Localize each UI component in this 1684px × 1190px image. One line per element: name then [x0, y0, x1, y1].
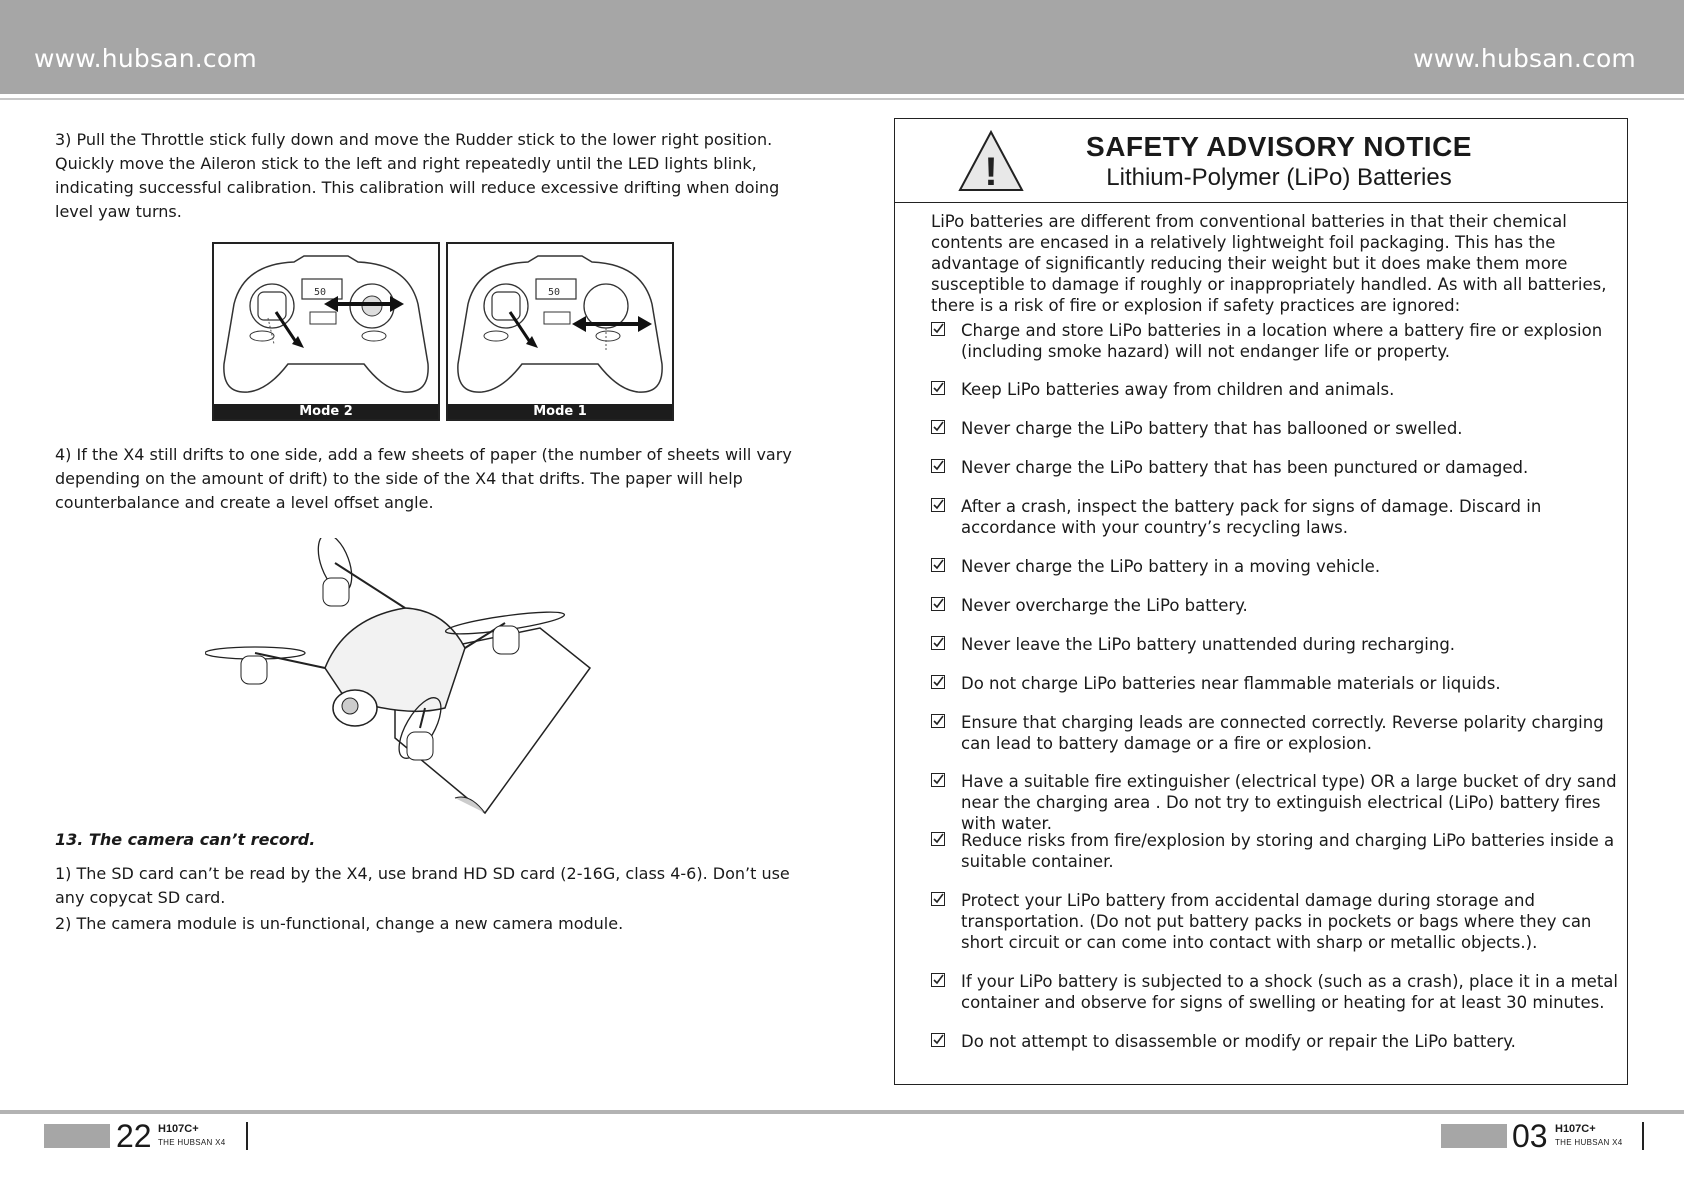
drone-on-paper-illustration: [205, 538, 605, 818]
page-number-block-left: [44, 1124, 110, 1148]
list-item-text: After a crash, inspect the battery pack for signs of damage. Discard in accordance with your country’s recycling laws.: [961, 497, 1542, 537]
checkbox-icon: [931, 322, 945, 336]
page-number-right: 03: [1512, 1118, 1548, 1154]
list-item-text: If your LiPo battery is subjected to a shock (such as a crash), place it in a metal container and observe for signs of swelling or heating for at least 30 minutes.: [961, 972, 1618, 1012]
notice-intro: LiPo batteries are different from conventional batteries in that their chemical contents are encased in a relatively lightweight foil packaging. This has the advantage of significantly reducing their weight but it does make them more susceptible to damage if roughly or inappropriately handled. As with all batteries, there is a risk of fire or explosion if safety practices are ignored:: [931, 212, 1607, 315]
list-item-text: Never charge the LiPo battery in a moving vehicle.: [961, 557, 1381, 576]
step-4-text: 4) If the X4 still drifts to one side, add a few sheets of paper (the number of sheets will vary depending on the amount of drift) to the side of the X4 that drifts. The paper will help counterbalance and create a level offset angle.: [55, 445, 792, 512]
list-item-text: Do not charge LiPo batteries near flammable materials or liquids.: [961, 674, 1501, 693]
page-number-left: 22: [116, 1118, 152, 1154]
footer-divider: [0, 1110, 1684, 1114]
list-item-text: Protect your LiPo battery from accidental damage during storage and transportation. (Do not put battery packs in pockets or bags where they can short circuit or can come into contact with sharp or metallic objects.).: [961, 891, 1592, 952]
section-13-item-1: 1) The SD card can’t be read by the X4, use brand HD SD card (2-16G, class 4-6). Don’t use any copycat SD card.: [55, 864, 790, 907]
checkbox-icon: [931, 832, 945, 846]
site-url-left[interactable]: www.hubsan.com: [34, 44, 257, 73]
list-item-text: Keep LiPo batteries away from children and animals.: [961, 380, 1395, 399]
notice-title: SAFETY ADVISORY NOTICE: [1086, 131, 1472, 162]
site-url-right[interactable]: www.hubsan.com: [1413, 44, 1636, 73]
page-number-block-right: [1441, 1124, 1507, 1148]
mode-1-label: Mode 1: [448, 404, 672, 419]
checkbox-icon: [931, 714, 945, 728]
screen-value: 50: [548, 287, 561, 298]
controller-illustration-mode1: [448, 244, 672, 404]
model-subtitle-left: THE HUBSAN X4: [158, 1138, 226, 1147]
model-name-left: H107C+: [158, 1123, 199, 1135]
list-item-text: Never overcharge the LiPo battery.: [961, 596, 1248, 615]
list-item-text: Never leave the LiPo battery unattended during recharging.: [961, 635, 1456, 654]
checkbox-icon: [931, 1033, 945, 1047]
list-item-text: Reduce risks from fire/explosion by storing and charging LiPo batteries inside a suitable container.: [961, 831, 1615, 871]
safety-notice-box: [894, 118, 1628, 1085]
controller-illustration-mode2: [214, 244, 438, 404]
list-item-text: Ensure that charging leads are connected correctly. Reverse polarity charging can lead to battery damage or a fire or explosion.: [961, 713, 1604, 753]
checkbox-icon: [931, 773, 945, 787]
checkbox-icon: [931, 558, 945, 572]
controller-figure-mode1: [446, 242, 674, 421]
section-13-title: 13. The camera can’t record.: [55, 830, 316, 849]
controller-figure-mode2: [212, 242, 440, 421]
footer-bar-right: [1642, 1122, 1644, 1150]
list-item-text: Never charge the LiPo battery that has been punctured or damaged.: [961, 458, 1529, 477]
footer-bar-left: [246, 1122, 248, 1150]
checkbox-icon: [931, 381, 945, 395]
warning-symbol: !: [984, 150, 998, 193]
checkbox-icon: [931, 420, 945, 434]
header-bar: [0, 0, 1684, 94]
list-item-text: Never charge the LiPo battery that has ballooned or swelled.: [961, 419, 1463, 438]
list-item-text: Have a suitable fire extinguisher (electrical type) OR a large bucket of dry sand near the charging area . Do not try to extinguish electrical (LiPo) battery fires with water.: [961, 772, 1617, 833]
checkbox-icon: [931, 636, 945, 650]
warning-triangle-icon: [957, 129, 1025, 193]
step-3-text: 3) Pull the Throttle stick fully down and move the Rudder stick to the lower right position. Quickly move the Aileron stick to the left and right repeatedly until the LED lights blink, indicating successful calibration. This calibration will reduce excessive drifting when doing level yaw turns.: [55, 130, 780, 221]
checkbox-icon: [931, 675, 945, 689]
checkbox-icon: [931, 892, 945, 906]
model-subtitle-right: THE HUBSAN X4: [1555, 1138, 1623, 1147]
notice-subtitle: Lithium-Polymer (LiPo) Batteries: [1106, 164, 1452, 191]
mode-2-label: Mode 2: [214, 404, 438, 419]
list-item-text: Do not attempt to disassemble or modify or repair the LiPo battery.: [961, 1032, 1516, 1051]
checkbox-icon: [931, 498, 945, 512]
section-13-item-2: 2) The camera module is un-functional, change a new camera module.: [55, 914, 624, 933]
checkbox-icon: [931, 597, 945, 611]
list-item-text: Charge and store LiPo batteries in a location where a battery fire or explosion (including smoke hazard) will not endanger life or property.: [961, 321, 1603, 361]
model-name-right: H107C+: [1555, 1123, 1596, 1135]
checkbox-icon: [931, 459, 945, 473]
notice-header: [895, 119, 1627, 203]
screen-value: 50: [314, 287, 327, 298]
checkbox-icon: [931, 973, 945, 987]
